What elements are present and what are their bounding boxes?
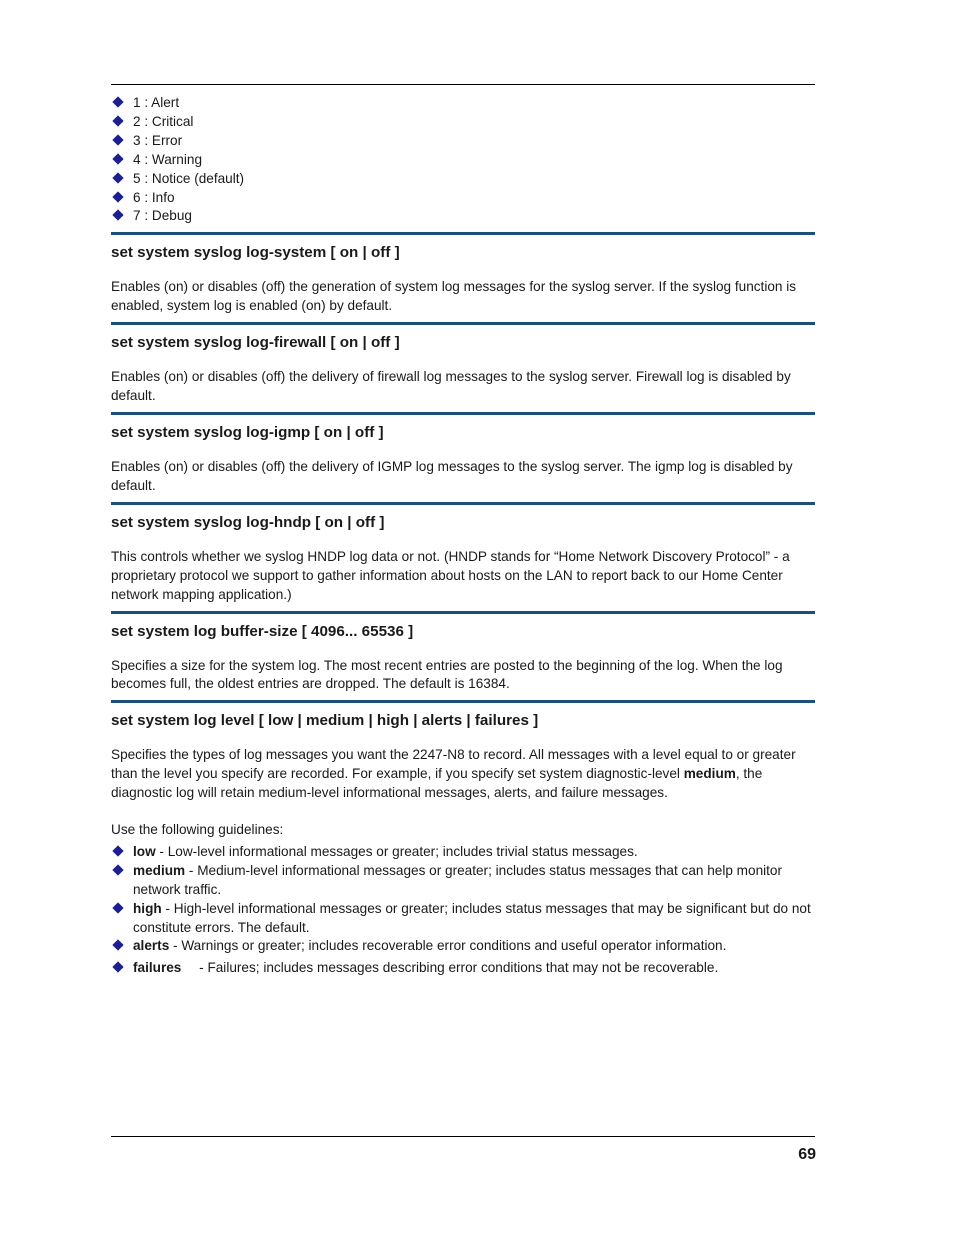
diamond-bullet-icon xyxy=(112,962,123,973)
list-item: medium - Medium-level informational messages or greater; includes status messages that can help monitor network traffic. xyxy=(111,862,815,900)
diamond-bullet-icon xyxy=(112,902,123,913)
list-item: 1 : Alert xyxy=(111,94,815,113)
section-title: set system syslog log-firewall [ on | off ] xyxy=(111,334,400,352)
list-item: 2 : Critical xyxy=(111,113,815,132)
diamond-bullet-icon xyxy=(112,172,123,183)
guidelines-intro: Use the following guidelines: xyxy=(111,822,284,838)
section-rule xyxy=(111,412,815,415)
section-rule xyxy=(111,700,815,703)
page-number: 69 xyxy=(798,1146,816,1163)
list-item: failures - Failures; includes messages describing error conditions that may not be recoverable. xyxy=(111,959,815,978)
diamond-bullet-icon xyxy=(112,210,123,221)
section-body: Specifies the types of log messages you want the 2247-N8 to record. All messages with a level equal to or greater than the level you specify are recorded. For example, if you specify set system diagnostic-level medium, the diagnostic log will retain medium-level informational messages, alerts, and failure messages. xyxy=(111,747,796,801)
section-rule xyxy=(111,611,815,614)
section-title: set system log level [ low | medium | high | alerts | failures ] xyxy=(111,712,539,730)
section-body: Enables (on) or disables (off) the delivery of IGMP log messages to the syslog server. The igmp log is disabled by default. xyxy=(111,458,793,493)
section-title: set system syslog log-igmp [ on | off ] xyxy=(111,423,384,441)
section-log-firewall xyxy=(111,322,815,406)
section-title: set system log buffer-size [ 4096... 65536 ] xyxy=(111,622,414,640)
diamond-bullet-icon xyxy=(112,96,123,107)
section-rule xyxy=(111,322,815,325)
header-rule xyxy=(111,84,815,85)
section-body: This controls whether we syslog HNDP log data or not. (HNDP stands for “Home Network Discovery Protocol” - a proprietary protocol we support to gather information about hosts on the LAN to report back to our Home Center network mapping application.) xyxy=(111,548,790,602)
diamond-bullet-icon xyxy=(112,845,123,856)
diamond-bullet-icon xyxy=(112,115,123,126)
list-item: 5 : Notice (default) xyxy=(111,170,815,189)
list-item: high - High-level informational messages or greater; includes status messages that may be significant but do not constitute errors. The default. xyxy=(111,900,815,938)
level-list xyxy=(111,94,815,226)
footer-rule xyxy=(111,1136,815,1137)
list-item: low - Low-level informational messages or greater; includes trivial status messages. xyxy=(111,843,815,862)
diamond-bullet-icon xyxy=(112,134,123,145)
list-item: 7 : Debug xyxy=(111,207,815,226)
section-log-hndp xyxy=(111,502,815,605)
diamond-bullet-icon xyxy=(112,153,123,164)
section-body: Enables (on) or disables (off) the generation of system log messages for the syslog server. If the syslog function is enabled, system log is enabled (on) by default. xyxy=(111,279,797,314)
diamond-bullet-icon xyxy=(112,191,123,202)
section-buffer-size xyxy=(111,611,815,695)
section-rule xyxy=(111,502,815,505)
section-log-level xyxy=(111,700,815,978)
list-item: 6 : Info xyxy=(111,189,815,208)
page-content xyxy=(111,94,815,978)
list-item: alerts - Warnings or greater; includes recoverable error conditions and useful operator information. xyxy=(111,937,815,956)
list-item: 4 : Warning xyxy=(111,151,815,170)
section-title: set system syslog log-system [ on | off ] xyxy=(111,244,400,262)
section-rule xyxy=(111,232,815,235)
list-item: 3 : Error xyxy=(111,132,815,151)
section-body: Enables (on) or disables (off) the delivery of firewall log messages to the syslog server. Firewall log is disabled by default. xyxy=(111,369,791,404)
diamond-bullet-icon xyxy=(112,940,123,951)
diamond-bullet-icon xyxy=(112,864,123,875)
guidelines-list xyxy=(111,843,815,978)
section-body: Specifies a size for the system log. The most recent entries are posted to the beginning of the log. When the log becomes full, the oldest entries are dropped. The default is 16384. xyxy=(111,657,783,692)
section-log-igmp xyxy=(111,412,815,496)
section-title: set system syslog log-hndp [ on | off ] xyxy=(111,513,385,531)
section-log-system xyxy=(111,232,815,316)
